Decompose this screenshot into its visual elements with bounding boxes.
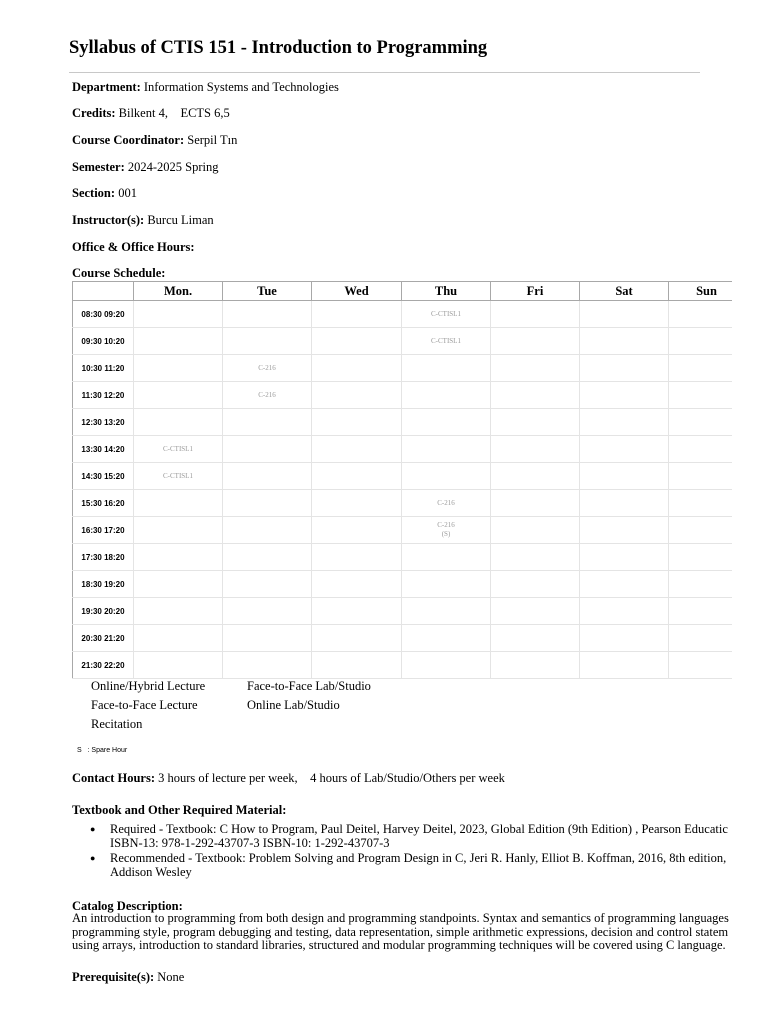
schedule-cell-sun xyxy=(669,625,733,652)
legend-f2f-lab: Face-to-Face Lab/Studio xyxy=(247,679,371,693)
day-header-mon: Mon. xyxy=(134,282,223,301)
time-slot-label: 13:30 14:20 xyxy=(73,436,134,463)
schedule-cell-fri xyxy=(491,463,580,490)
schedule-cell-wed xyxy=(312,625,402,652)
day-header-fri: Fri xyxy=(491,282,580,301)
credits-line xyxy=(72,106,230,121)
section-label: Section: xyxy=(72,186,116,200)
time-slot-label: 12:30 13:20 xyxy=(73,409,134,436)
schedule-cell-tue xyxy=(223,571,312,598)
section-value: 001 xyxy=(118,186,137,200)
schedule-cell-wed xyxy=(312,490,402,517)
time-slot-label: 09:30 10:20 xyxy=(73,328,134,355)
coordinator-value: Serpil Tın xyxy=(187,133,238,147)
schedule-cell-wed xyxy=(312,436,402,463)
schedule-cell-sun xyxy=(669,409,733,436)
office-hours-label: Office & Office Hours: xyxy=(72,240,195,254)
schedule-cell-mon xyxy=(134,571,223,598)
schedule-cell-mon xyxy=(134,436,223,463)
legend-online-lab: Online Lab/Studio xyxy=(247,698,340,712)
schedule-cell-fri xyxy=(491,301,580,328)
schedule-cell-thu xyxy=(402,544,491,571)
room-label: C-216 xyxy=(258,363,276,372)
schedule-cell-fri xyxy=(491,355,580,382)
schedule-cell-sun xyxy=(669,490,733,517)
schedule-cell-wed xyxy=(312,382,402,409)
schedule-cell-thu xyxy=(402,328,491,355)
room-label: C-CTISL1 xyxy=(163,471,193,480)
schedule-cell-tue xyxy=(223,490,312,517)
schedule-cell-mon xyxy=(134,598,223,625)
prerequisite-label: Prerequisite(s): xyxy=(72,970,155,984)
legend-recitation: Recitation xyxy=(91,717,143,731)
coordinator-line xyxy=(72,133,237,148)
schedule-cell-mon xyxy=(134,409,223,436)
schedule-table-container xyxy=(72,281,732,679)
schedule-cell-sat xyxy=(580,328,669,355)
schedule-cell-tue xyxy=(223,301,312,328)
schedule-cell-thu xyxy=(402,382,491,409)
schedule-row xyxy=(73,544,733,571)
schedule-cell-fri xyxy=(491,490,580,517)
schedule-cell-fri xyxy=(491,625,580,652)
spare-hour-symbol: S xyxy=(77,747,82,754)
schedule-cell-thu xyxy=(402,463,491,490)
day-header-tue: Tue xyxy=(223,282,312,301)
time-slot-label: 19:30 20:20 xyxy=(73,598,134,625)
coordinator-label: Course Coordinator: xyxy=(72,133,185,147)
time-slot-label: 10:30 11:20 xyxy=(73,355,134,382)
schedule-cell-sun xyxy=(669,571,733,598)
time-slot-label: 15:30 16:20 xyxy=(73,490,134,517)
schedule-cell-sat xyxy=(580,571,669,598)
time-slot-label: 18:30 19:20 xyxy=(73,571,134,598)
spare-hour-note xyxy=(77,747,127,754)
schedule-heading: Course Schedule: xyxy=(72,266,166,280)
schedule-row xyxy=(73,652,733,679)
credits-label: Credits: xyxy=(72,106,116,120)
schedule-cell-wed xyxy=(312,517,402,544)
schedule-cell-sun xyxy=(669,652,733,679)
schedule-cell-fri xyxy=(491,436,580,463)
textbook-heading: Textbook and Other Required Material: xyxy=(72,803,287,817)
room-label: C-CTISL1 xyxy=(431,336,461,345)
schedule-cell-tue xyxy=(223,328,312,355)
room-label: C-216 xyxy=(437,498,455,507)
schedule-cell-wed xyxy=(312,409,402,436)
time-slot-label: 20:30 21:20 xyxy=(73,625,134,652)
schedule-cell-sun xyxy=(669,463,733,490)
schedule-row xyxy=(73,436,733,463)
day-header-sat: Sat xyxy=(580,282,669,301)
time-slot-label: 08:30 09:20 xyxy=(73,301,134,328)
time-slot-label: 17:30 18:20 xyxy=(73,544,134,571)
schedule-cell-sat xyxy=(580,652,669,679)
time-slot-label: 21:30 22:20 xyxy=(73,652,134,679)
schedule-cell-mon xyxy=(134,490,223,517)
schedule-cell-sat xyxy=(580,490,669,517)
schedule-cell-thu xyxy=(402,652,491,679)
office-hours-line xyxy=(72,240,195,255)
schedule-cell-tue xyxy=(223,436,312,463)
catalog-line: using arrays, introduction to standard libraries, structured and modular programming techniques will be covered using C language. xyxy=(72,938,726,952)
schedule-cell-sun xyxy=(669,328,733,355)
schedule-cell-sat xyxy=(580,517,669,544)
schedule-row xyxy=(73,463,733,490)
schedule-cell-thu xyxy=(402,355,491,382)
schedule-cell-mon xyxy=(134,328,223,355)
schedule-row xyxy=(73,355,733,382)
schedule-cell-wed xyxy=(312,544,402,571)
instructor-label: Instructor(s): xyxy=(72,213,145,227)
schedule-cell-thu xyxy=(402,436,491,463)
schedule-header-row xyxy=(73,282,733,301)
room-label: C-CTISL1 xyxy=(431,309,461,318)
schedule-cell-tue xyxy=(223,652,312,679)
schedule-cell-mon xyxy=(134,625,223,652)
schedule-cell-fri xyxy=(491,598,580,625)
legend-f2f-lecture: Face-to-Face Lecture xyxy=(91,698,198,712)
schedule-cell-tue xyxy=(223,382,312,409)
schedule-cell-sat xyxy=(580,463,669,490)
semester-line xyxy=(72,160,219,175)
room-label: C-216 xyxy=(437,521,455,529)
section-line xyxy=(72,186,137,201)
semester-label: Semester: xyxy=(72,160,125,174)
schedule-cell-mon xyxy=(134,652,223,679)
schedule-cell-fri xyxy=(491,382,580,409)
room-label: C-CTISL1 xyxy=(163,444,193,453)
schedule-cell-fri xyxy=(491,409,580,436)
time-column-header xyxy=(73,282,134,301)
contact-hours-label: Contact Hours: xyxy=(72,771,155,785)
legend-online-hybrid: Online/Hybrid Lecture xyxy=(91,679,206,693)
bullet-icon: ● xyxy=(90,824,96,834)
spare-hour-label: : Spare Hour xyxy=(87,747,128,754)
schedule-cell-fri xyxy=(491,328,580,355)
schedule-cell-wed xyxy=(312,652,402,679)
schedule-row xyxy=(73,490,733,517)
schedule-cell-sat xyxy=(580,598,669,625)
schedule-cell-wed xyxy=(312,301,402,328)
schedule-cell-sat xyxy=(580,409,669,436)
schedule-row xyxy=(73,382,733,409)
contact-hours-value: 3 hours of lecture per week, 4 hours of Lab/Studio/Others per week xyxy=(158,771,505,785)
day-header-wed: Wed xyxy=(312,282,402,301)
schedule-cell-thu xyxy=(402,571,491,598)
schedule-cell-tue xyxy=(223,463,312,490)
textbook-recommended-line1: Recommended - Textbook: Problem Solving and Program Design in C, Jeri R. Hanly, Elliot B. Koffman, 2016, 8th edition, xyxy=(110,851,727,865)
schedule-cell-tue xyxy=(223,544,312,571)
schedule-cell-tue xyxy=(223,598,312,625)
schedule-cell-wed xyxy=(312,598,402,625)
day-header-sun: Sun xyxy=(669,282,733,301)
schedule-cell-fri xyxy=(491,517,580,544)
instructor-value: Burcu Liman xyxy=(147,213,214,227)
schedule-cell-sat xyxy=(580,355,669,382)
schedule-table xyxy=(72,281,732,679)
department-line xyxy=(72,80,339,95)
schedule-cell-wed xyxy=(312,355,402,382)
catalog-line: An introduction to programming from both design and programming standpoints. Syntax and semantics of programming languages xyxy=(72,912,729,925)
schedule-cell-thu xyxy=(402,598,491,625)
schedule-cell-tue xyxy=(223,409,312,436)
schedule-cell-thu xyxy=(402,625,491,652)
time-slot-label: 16:30 17:20 xyxy=(73,517,134,544)
prerequisite-line xyxy=(72,970,184,985)
schedule-cell-thu xyxy=(402,490,491,517)
schedule-cell-mon xyxy=(134,301,223,328)
catalog-description xyxy=(72,912,734,953)
schedule-cell-mon xyxy=(134,463,223,490)
schedule-cell-fri xyxy=(491,571,580,598)
schedule-cell-thu xyxy=(402,301,491,328)
schedule-row xyxy=(73,328,733,355)
schedule-cell-fri xyxy=(491,652,580,679)
schedule-cell-fri xyxy=(491,544,580,571)
schedule-cell-sat xyxy=(580,625,669,652)
schedule-row xyxy=(73,598,733,625)
schedule-heading-line xyxy=(72,266,165,281)
schedule-cell-mon xyxy=(134,544,223,571)
schedule-row xyxy=(73,409,733,436)
schedule-cell-thu xyxy=(402,517,491,544)
time-slot-label: 14:30 15:20 xyxy=(73,463,134,490)
schedule-cell-sun xyxy=(669,382,733,409)
spare-hour-marker: (S) xyxy=(441,530,451,538)
textbook-required-line1: Required - Textbook: C How to Program, Paul Deitel, Harvey Deitel, 2023, Global Edition (9th Edition) , Pearson Educatic xyxy=(110,822,728,836)
credits-value: Bilkent 4, ECTS 6,5 xyxy=(118,106,230,120)
semester-value: 2024-2025 Spring xyxy=(127,160,219,174)
department-value: Information Systems and Technologies xyxy=(143,80,339,94)
bullet-icon: ● xyxy=(90,853,96,863)
schedule-cell-thu xyxy=(402,409,491,436)
schedule-cell-wed xyxy=(312,571,402,598)
schedule-cell-mon xyxy=(134,517,223,544)
time-slot-label: 11:30 12:20 xyxy=(73,382,134,409)
schedule-row xyxy=(73,517,733,544)
schedule-cell-mon xyxy=(134,382,223,409)
schedule-cell-sat xyxy=(580,301,669,328)
schedule-cell-tue xyxy=(223,517,312,544)
schedule-row xyxy=(73,571,733,598)
schedule-cell-mon xyxy=(134,355,223,382)
instructor-line xyxy=(72,213,214,228)
schedule-cell-tue xyxy=(223,625,312,652)
page-title: Syllabus of CTIS 151 - Introduction to Programming xyxy=(69,38,488,58)
schedule-cell-sun xyxy=(669,355,733,382)
room-label: C-216 xyxy=(258,390,276,399)
textbook-required-line2: ISBN-13: 978-1-292-43707-3 ISBN-10: 1-292-43707-3 xyxy=(110,836,390,850)
day-header-thu: Thu xyxy=(402,282,491,301)
contact-hours-line xyxy=(72,771,505,786)
schedule-cell-sun xyxy=(669,598,733,625)
schedule-cell-sun xyxy=(669,436,733,463)
title-divider xyxy=(69,72,700,73)
schedule-cell-sat xyxy=(580,382,669,409)
catalog-heading: Catalog Description: xyxy=(72,899,183,913)
schedule-cell-sun xyxy=(669,544,733,571)
prerequisite-value: None xyxy=(157,970,185,984)
catalog-line: programming style, program debugging and testing, data representation, simple arithmetic expressions, decision and control statem xyxy=(72,924,729,939)
schedule-row xyxy=(73,301,733,328)
schedule-cell-wed xyxy=(312,328,402,355)
schedule-cell-sat xyxy=(580,544,669,571)
schedule-row xyxy=(73,625,733,652)
schedule-body xyxy=(73,301,733,679)
schedule-cell-sat xyxy=(580,436,669,463)
schedule-cell-sun xyxy=(669,301,733,328)
schedule-cell-tue xyxy=(223,355,312,382)
department-label: Department: xyxy=(72,80,141,94)
textbook-recommended-line2: Addison Wesley xyxy=(110,865,192,879)
schedule-cell-wed xyxy=(312,463,402,490)
schedule-cell-sun xyxy=(669,517,733,544)
